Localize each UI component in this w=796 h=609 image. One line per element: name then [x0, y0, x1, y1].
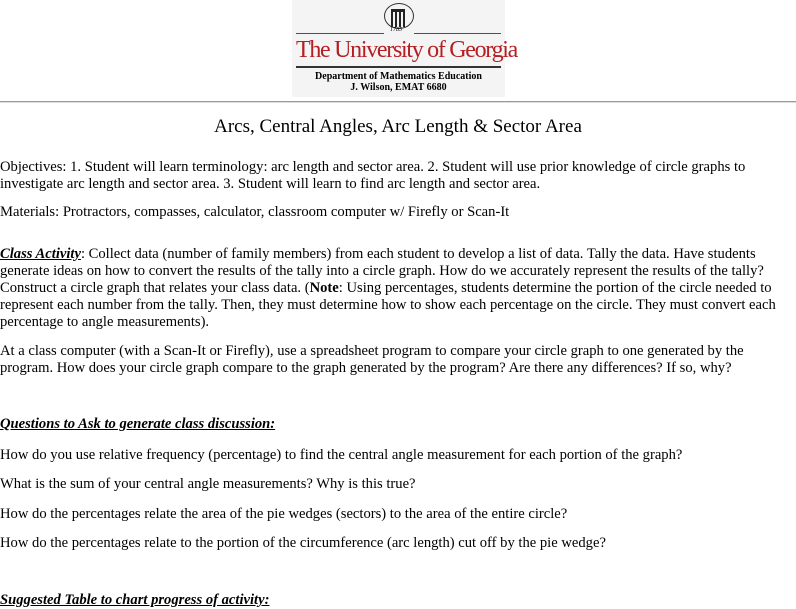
content: [0, 159, 790, 609]
question-item: How do the percentages relate the area of the pie wedges (sectors) to the area of the entire circle?: [0, 506, 568, 522]
question-item: How do you use relative frequency (percentage) to find the central angle measurement for each portion of the graph?: [0, 447, 683, 463]
logo-year: 1785: [390, 27, 402, 33]
class-activity: Class Activity: Collect data (number of family members) from each student to develop a list of data. Tally the data. Have students generate ideas on how to convert the results of the tally into a circle graph. How do we accurately represent the results of the tally? Construct a circle graph that relates your class data. (Note: Using percentages, students determine the portion of the circle needed to represent each number from the tally. Then, they must determine how to show each percentage on the circle. They must convert each percentage to angle measurements).: [0, 246, 776, 330]
table-heading: Suggested Table to chart progress of activity:: [0, 592, 270, 608]
note-label: Note: [309, 280, 339, 296]
class-activity-label: Class Activity: [0, 246, 81, 262]
logo-rule: [296, 33, 384, 34]
questions-heading: Questions to Ask to generate class discussion:: [0, 416, 276, 432]
divider: [0, 101, 796, 103]
computer-activity: At a class computer (with a Scan-It or Firefly), use a spreadsheet program to compare your circle graph to one generated by the program. How does your circle graph compare to the graph generated by the program? Are there any differences? If so, why?: [0, 343, 744, 376]
dept-name: Department of Mathematics Education: [315, 71, 482, 82]
materials: Materials: Protractors, compasses, calculator, classroom computer w/ Firefly or Scan-It: [0, 204, 510, 220]
columns-icon: [391, 9, 405, 27]
course-name: J. Wilson, EMAT 6680: [350, 82, 447, 93]
uga-logo: [292, 0, 517, 97]
logo-bar: [296, 66, 501, 68]
logo-name: The University of Georgia: [296, 37, 517, 63]
question-item: How do the percentages relate to the portion of the circumference (arc length) cut off by the pie wedge?: [0, 535, 606, 551]
logo-rule: [414, 33, 501, 34]
question-item: What is the sum of your central angle measurements? Why is this true?: [0, 476, 416, 492]
logo-dept: [292, 71, 505, 93]
page-title: Arcs, Central Angles, Arc Length & Sector Area: [214, 116, 582, 137]
objectives: Objectives: 1. Student will learn terminology: arc length and sector area. 2. Student will use prior knowledge of circle graphs to investigate arc length and sector area. 3. Student will learn to find arc length and sector area.: [0, 159, 746, 192]
